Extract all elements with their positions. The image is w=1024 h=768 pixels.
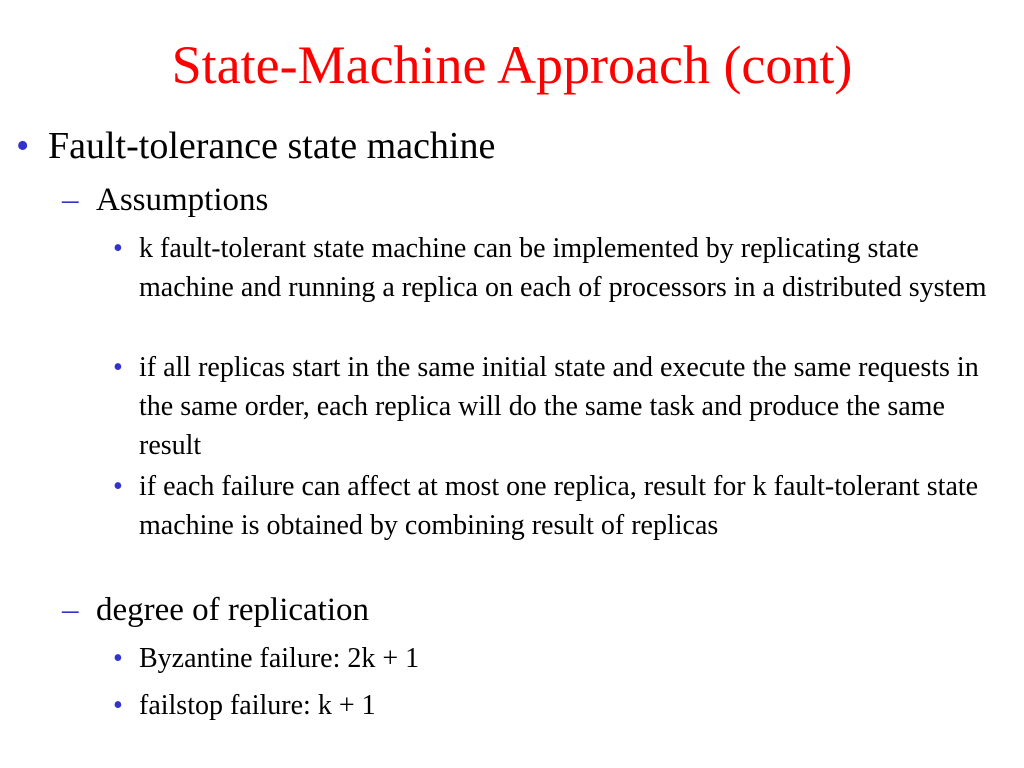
- sub-sub-bullet-text: failstop failure: k + 1: [139, 690, 376, 721]
- sub-bullet-assumptions: [62, 179, 268, 221]
- sub-sub-bullet-text: Byzantine failure: 2k + 1: [139, 643, 420, 674]
- sub-sub-bullet: [113, 639, 1013, 678]
- sub-sub-bullet-text: k fault-tolerant state machine can be implemented by replicating state machine and running a replica on each of processors in a distributed system: [139, 233, 987, 303]
- sub-sub-bullet: [113, 348, 1013, 465]
- bullet-dot-icon: •: [16, 125, 30, 167]
- bullet-dot-icon: •: [113, 690, 123, 721]
- dash-icon: –: [62, 182, 79, 218]
- slide-title: State-Machine Approach (cont): [171, 35, 853, 95]
- bullet-dot-icon: •: [113, 471, 123, 502]
- bullet-dot-icon: •: [113, 352, 123, 383]
- sub-sub-bullet: [113, 229, 1013, 307]
- bullet-dot-icon: •: [113, 233, 123, 264]
- sub-sub-bullet: [113, 686, 1013, 725]
- bullet-dot-icon: •: [113, 643, 123, 674]
- bullet-text: Fault-tolerance state machine: [48, 125, 496, 167]
- sub-bullet-text: Assumptions: [96, 182, 269, 218]
- dash-icon: –: [62, 592, 79, 628]
- sub-sub-bullet-text: if each failure can affect at most one replica, result for k fault-tolerant state machine is obtained by combining result of replicas: [139, 471, 979, 541]
- sub-bullet-degree-of-replication: [62, 589, 369, 631]
- sub-bullet-text: degree of replication: [96, 592, 370, 628]
- sub-sub-bullet-text: if all replicas start in the same initial state and execute the same requests in the same order, each replica will do the same task and produce the same result: [139, 352, 979, 461]
- bullet-level1: [16, 121, 495, 171]
- sub-sub-bullet: [113, 467, 1013, 545]
